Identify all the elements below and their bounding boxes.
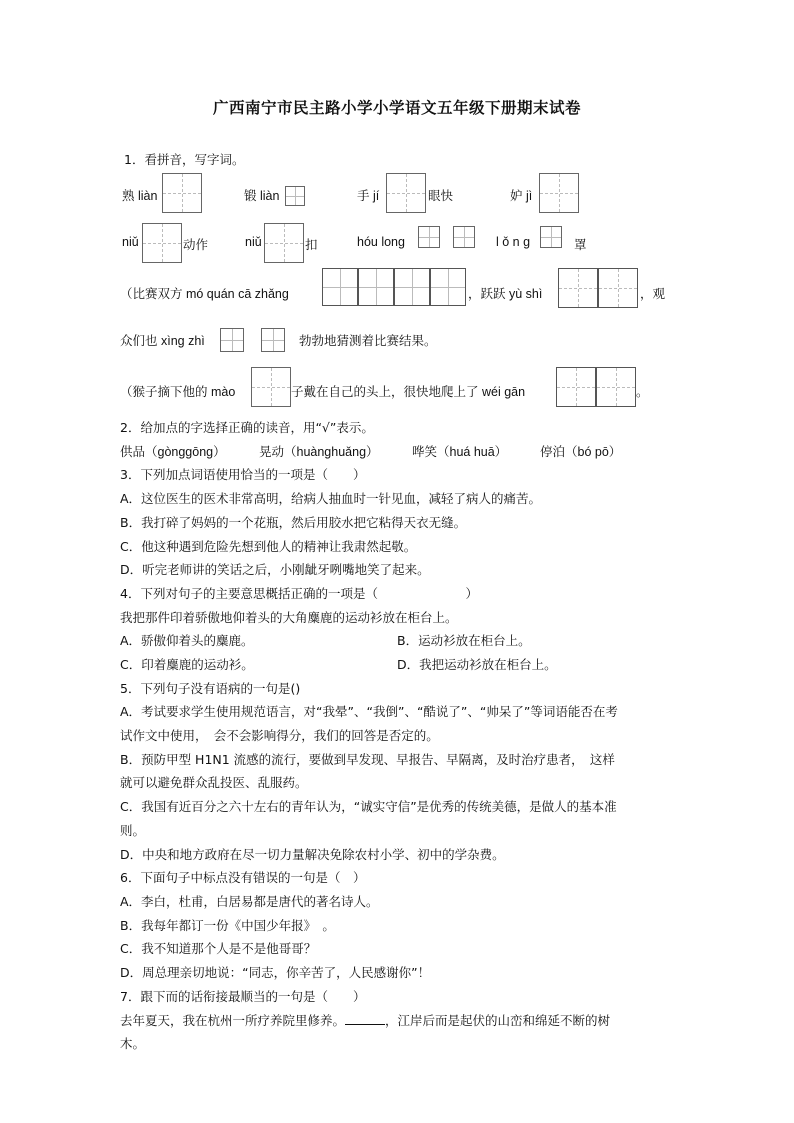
q4-option-a: A．骄傲仰着头的麋鹿。 <box>120 633 254 648</box>
q1-r3-a: （比赛双方 mó quán cā zhǎng <box>120 287 289 301</box>
q3-option-b: B．我打碎了妈妈的一个花瓶，然后用胶水把它粘得天衣无缝。 <box>120 515 467 530</box>
q5-option-c-cont: 则。 <box>120 823 146 838</box>
q1-r2-d: l ǒ n g <box>496 235 531 249</box>
q1-r1-d: 妒 jì <box>510 189 533 203</box>
q5-stem: 5．下列句子没有语病的一句是() <box>120 681 301 696</box>
q1-r4-b: 勃勃地猜测着比赛结果。 <box>299 333 437 348</box>
answer-box[interactable] <box>539 173 579 213</box>
q7-answer-blank[interactable] <box>345 1024 385 1025</box>
q2-stem: 2．给加点的字选择正确的读音，用“√”表示。 <box>120 420 374 435</box>
q6-option-d: D．周总理亲切地说：“同志，你辛苦了，人民感谢你”！ <box>120 965 431 980</box>
answer-box[interactable] <box>418 226 440 248</box>
q1-r2-a2: 动作 <box>183 237 209 252</box>
q7-stem: 7．跟下而的话衔接最顺当的一句是（ ） <box>120 989 366 1004</box>
q7-passage-b: ，江岸后而是起伏的山峦和绵延不断的树 <box>385 1013 611 1028</box>
q1-r1-c: 手 jí <box>357 189 380 203</box>
answer-box[interactable] <box>162 173 202 213</box>
q4-sentence: 我把那件印着骄傲地仰着头的大角麋鹿的运动衫放在柜台上。 <box>120 610 458 625</box>
q7-passage-line2: 木。 <box>120 1036 146 1051</box>
answer-box[interactable] <box>430 268 466 306</box>
q4-option-b: B．运动衫放在柜台上。 <box>397 633 531 648</box>
answer-box[interactable] <box>322 268 358 306</box>
q3-option-d: D．听完老师讲的笑话之后，小刚龇牙咧嘴地笑了起来。 <box>120 562 430 577</box>
q6-option-c: C．我不知道那个人是不是他哥哥？ <box>120 941 317 956</box>
q1-stem: 1．看拼音，写字词。 <box>124 152 245 167</box>
q7-passage-line1 <box>120 1011 610 1029</box>
q3-option-c: C．他这种遇到危险先想到他人的精神让我肃然起敬。 <box>120 539 417 554</box>
q1-r2-a: niǔ <box>122 235 139 249</box>
q1-r1-a: 熟 liàn <box>122 189 158 203</box>
q3-stem: 3．下列加点词语使用恰当的一项是（ ） <box>120 467 366 482</box>
page-title: 广西南宁市民主路小学小学语文五年级下册期末试卷 <box>212 99 581 117</box>
q4-option-c: C．印着麋鹿的运动衫。 <box>120 657 254 672</box>
q3-option-a: A．这位医生的医术非常高明，给病人抽血时一针见血，减轻了病人的痛苦。 <box>120 491 542 506</box>
q6-option-b: B．我每年都订一份《中国少年报》 。 <box>120 918 335 933</box>
answer-box[interactable] <box>558 268 598 308</box>
answer-box[interactable] <box>251 367 291 407</box>
q1-r3-b: ，跃跃 yù shì <box>468 287 543 301</box>
q1-r2-c: hóu long <box>357 235 405 249</box>
q1-r5-c: 。 <box>636 384 649 399</box>
q1-r3-c: ，观 <box>640 286 666 301</box>
q6-option-a: A．李白，杜甫，白居易都是唐代的著名诗人。 <box>120 894 379 909</box>
answer-box[interactable] <box>261 328 285 352</box>
answer-box[interactable] <box>540 226 562 248</box>
answer-box[interactable] <box>142 223 182 263</box>
q1-r2-d2: 罩 <box>574 237 587 252</box>
answer-box[interactable] <box>220 328 244 352</box>
answer-box[interactable] <box>285 186 305 206</box>
q2-opt-1: 供品（gònggōng） <box>120 445 226 459</box>
answer-box[interactable] <box>556 367 596 407</box>
q6-stem: 6．下面句子中标点没有错误的一句是（ ） <box>120 870 366 885</box>
q5-option-c: C．我国有近百分之六十左右的青年认为，“诚实守信”是优秀的传统美德，是做人的基本准 <box>120 799 617 814</box>
q1-r5-b: 子戴在自己的头上，很快地爬上了 wéi gān <box>291 385 526 399</box>
q5-option-d: D．中央和地方政府在尽一切力量解决免除农村小学、初中的学杂费。 <box>120 847 505 862</box>
q5-option-a-cont: 试作文中使用， 会不会影响得分，我们的回答是否定的。 <box>120 728 439 743</box>
q2-opt-3: 哗笑（huá huā） <box>412 445 508 459</box>
q1-r1-c2: 眼快 <box>428 188 454 203</box>
answer-box[interactable] <box>264 223 304 263</box>
q4-option-d: D．我把运动衫放在柜台上。 <box>397 657 557 672</box>
q4-stem: 4．下列对句子的主要意思概括正确的一项是（ ） <box>120 586 478 601</box>
q5-option-b: B．预防甲型 H1N1 流感的流行，要做到早发现、早报告、早隔离，及时治疗患者， 这样 <box>120 752 615 767</box>
answer-box[interactable] <box>453 226 475 248</box>
q5-option-b-cont: 就可以避免群众乱投医、乱服药。 <box>120 775 308 790</box>
answer-box[interactable] <box>386 173 426 213</box>
q2-opt-2: 晃动（huànghuǎng） <box>259 445 379 459</box>
q1-r2-b2: 扣 <box>305 237 318 252</box>
q7-passage-a: 去年夏天，我在杭州一所疗养院里修养。 <box>120 1013 346 1028</box>
q1-r1-b: 锻 liàn <box>244 189 280 203</box>
answer-box[interactable] <box>598 268 638 308</box>
answer-box[interactable] <box>394 268 430 306</box>
q2-opt-4: 停泊（bó pō） <box>540 445 622 459</box>
q1-r5-a: （猴子摘下他的 mào <box>120 385 236 399</box>
q5-option-a: A．考试要求学生使用规范语言，对“我晕”、“我倒”、“酷说了”、“帅呆了”等词语能否在考 <box>120 704 618 719</box>
q1-r4-a: 众们也 xìng zhì <box>120 334 205 348</box>
answer-box[interactable] <box>596 367 636 407</box>
answer-box[interactable] <box>358 268 394 306</box>
q1-r2-b: niǔ <box>245 235 262 249</box>
